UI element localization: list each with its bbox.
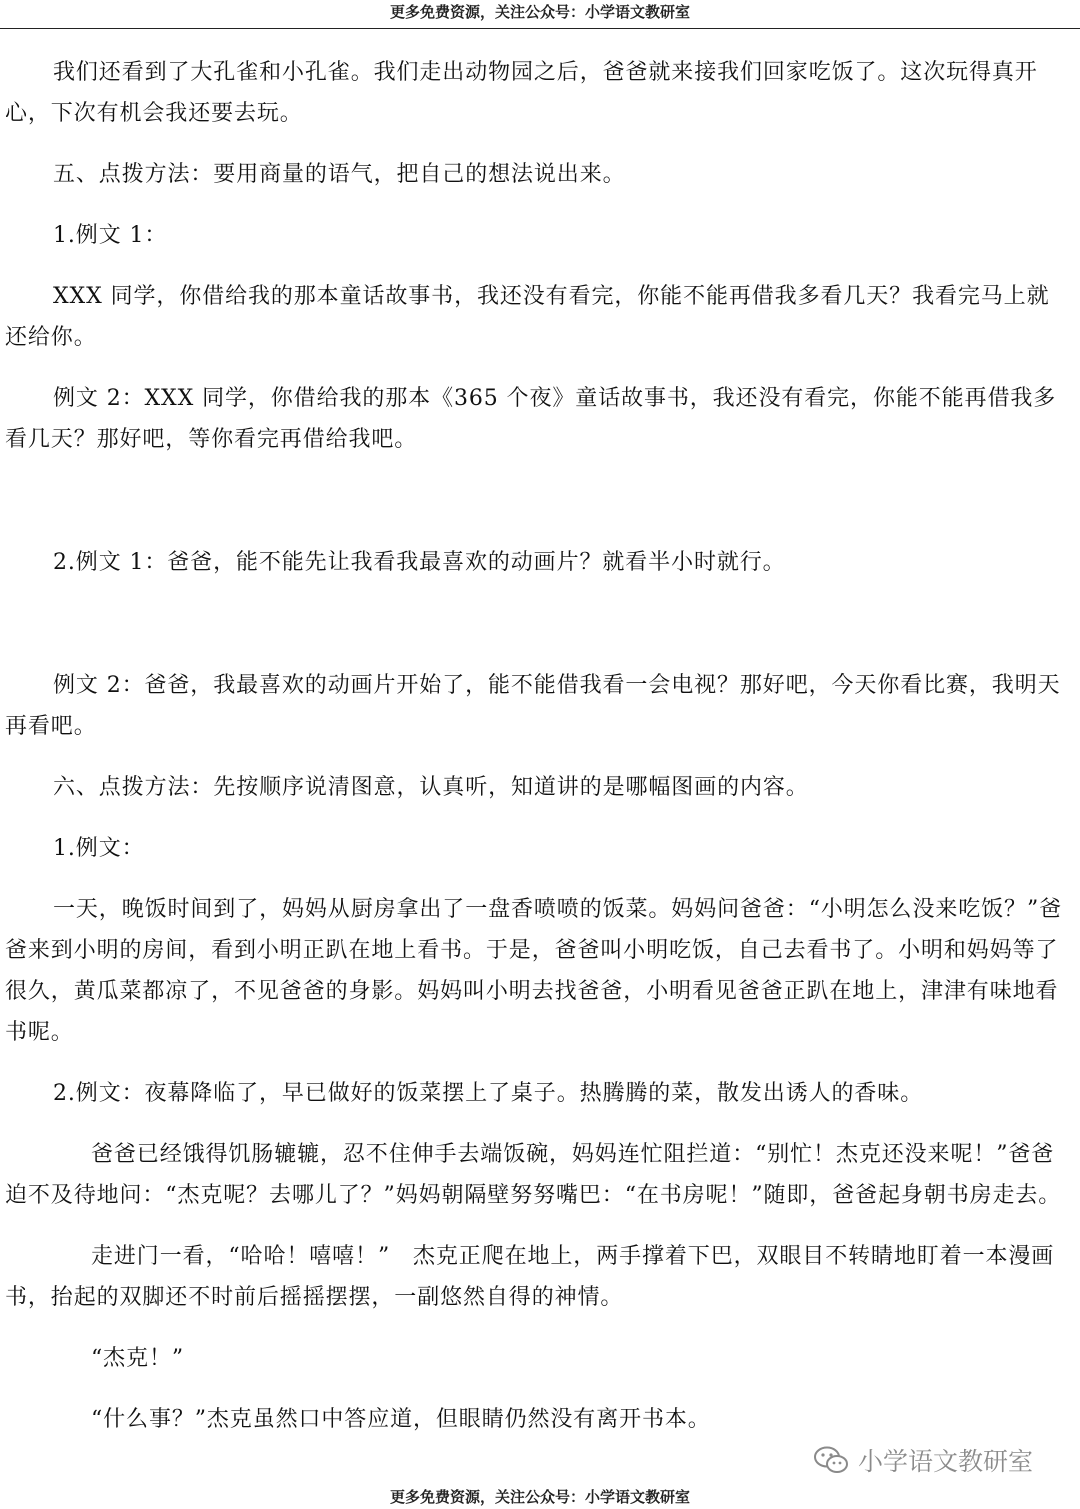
story-2-dialogue-call: “杰克！” [91,1346,184,1371]
example-1-2-text: 例文 2：XXX 同学，你借给我的那本《365 个夜》童话故事书，我还没有看完，你能不能再借我多看几天？那好吧，等你看完再借给我吧。 [5,386,1057,452]
watermark-text: 小学语文教研室 [858,1447,1034,1476]
story-1-label: 1.例文： [53,836,145,861]
paragraph-zoo-ending: 我们还看到了大孔雀和小孔雀。我们走出动物园之后，爸爸就来接我们回家吃饭了。这次玩得真开心，下次有机会我还要去玩。 [5,60,1038,126]
section-five-heading: 五、点拨方法：要用商量的语气，把自己的想法说出来。 [53,162,626,187]
wechat-watermark [812,1440,1033,1480]
story-2-dialogue-reply: “什么事？”杰克虽然口中答应道，但眼睛仍然没有离开书本。 [91,1407,711,1432]
example-2-1-text: 2.例文 1：爸爸，能不能先让我看我最喜欢的动画片？就看半小时就行。 [53,550,786,575]
story-2-intro: 2.例文：夜幕降临了，早已做好的饭菜摆上了桌子。热腾腾的菜，散发出诱人的香味。 [53,1081,924,1106]
page-footer: 更多免费资源，关注公众号：小学语文教研室 [389,1488,690,1506]
example-1-1-label: 1.例文 1： [53,223,168,248]
story-2-paragraph-dad: 爸爸已经饿得饥肠辘辘，忍不住伸手去端饭碗，妈妈连忙阻拦道：“别忙！杰克还没来呢！”爸爸迫不及待地问：“杰克呢？去哪儿了？”妈妈朝隔壁努努嘴巴：“在书房呢！”随即，爸爸起身朝书房走去。 [5,1142,1062,1208]
document-body [5,52,1069,1460]
wechat-icon [812,1444,850,1476]
example-1-1-text: XXX 同学，你借给我的那本童话故事书，我还没有看完，你能不能再借我多看几天？我看完马上就还给你。 [5,284,1050,350]
example-2-2-text: 例文 2：爸爸，我最喜欢的动画片开始了，能不能借我看一会电视？那好吧，今天你看比赛，我明天再看吧。 [5,673,1061,739]
page-header: 更多免费资源，关注公众号：小学语文教研室 [0,0,1080,29]
story-1-text: 一天，晚饭时间到了，妈妈从厨房拿出了一盘香喷喷的饭菜。妈妈问爸爸：“小明怎么没来吃饭？”爸爸来到小明的房间，看到小明正趴在地上看书。于是，爸爸叫小明吃饭，自己去看书了。小明和妈妈等了很久，黄瓜菜都凉了，不见爸爸的身影。妈妈叫小明去找爸爸，小明看见爸爸正趴在地上，津津有味地看书呢。 [5,897,1062,1045]
section-six-heading: 六、点拨方法：先按顺序说清图意，认真听，知道讲的是哪幅图画的内容。 [53,775,809,800]
story-2-paragraph-door: 走进门一看，“哈哈！嘻嘻！” 杰克正爬在地上，两手撑着下巴，双眼目不转睛地盯着一本漫画书，抬起的双脚还不时前后摇摇摆摆，一副悠然自得的神情。 [5,1244,1055,1310]
